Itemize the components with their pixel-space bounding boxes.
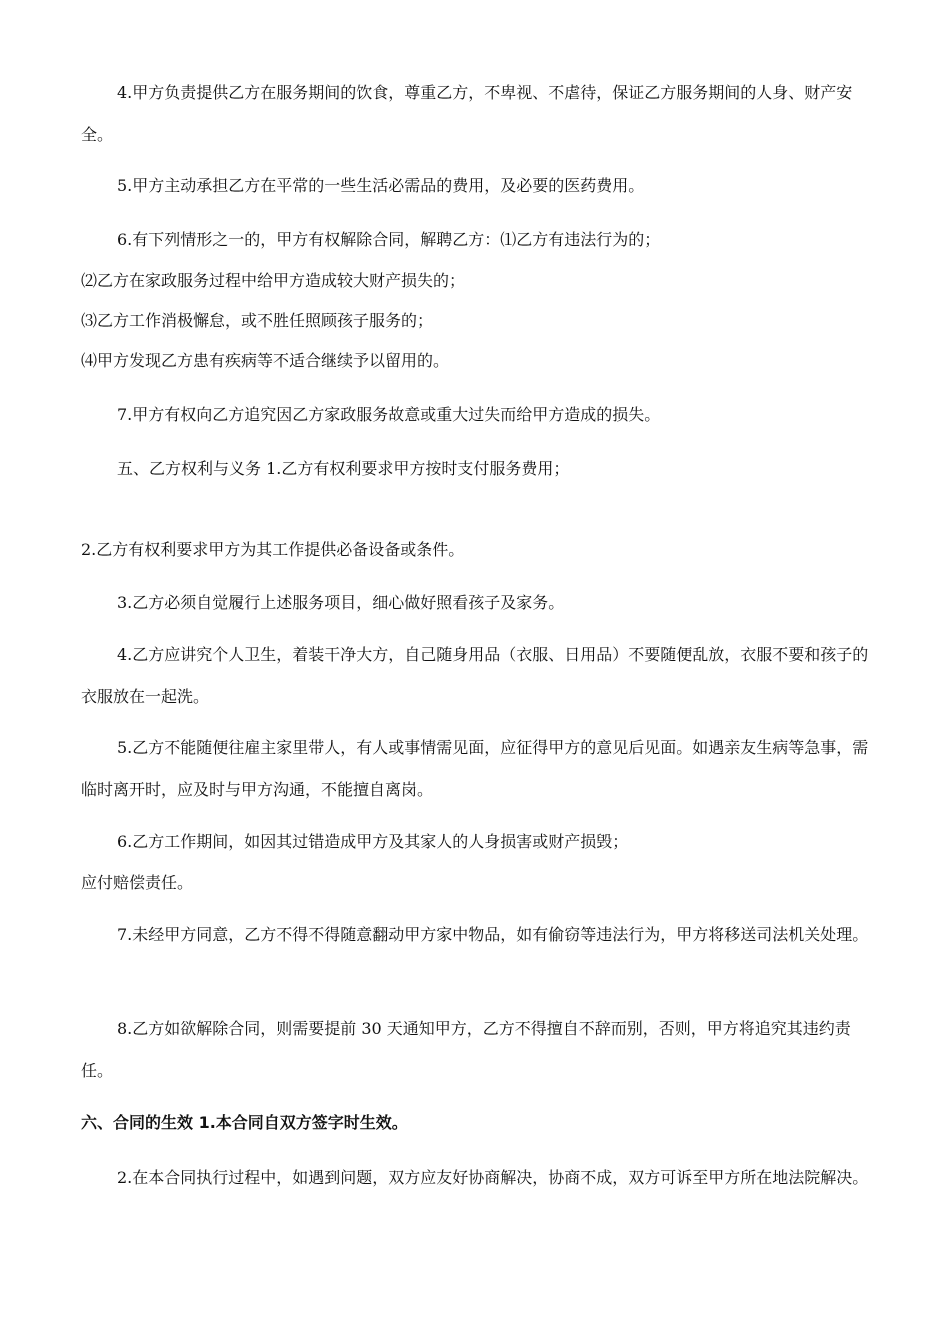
paragraph-a7: 7.甲方有权向乙方追究因乙方家政服务故意或重大过失而给甲方造成的损失。 — [117, 405, 661, 424]
paragraph-b3: 3.乙方必须自觉履行上述服务项目，细心做好照看孩子及家务。 — [117, 593, 565, 612]
paragraph-a4: 4.甲方负责提供乙方在服务期间的饮食，尊重乙方，不卑视、不虐待，保证乙方服务期间的人身、财产安全。 — [81, 83, 853, 144]
section-six-heading: 六、合同的生效 1.本合同自双方签字时生效。 — [81, 1113, 408, 1132]
list-item-a6-2: ⑵乙方在家政服务过程中给甲方造成较大财产损失的； — [81, 271, 466, 290]
paragraph-a6: 6.有下列情形之一的，甲方有权解除合同，解聘乙方：⑴乙方有违法行为的； — [117, 230, 661, 249]
paragraph-c2: 2.在本合同执行过程中，如遇到问题，双方应友好协商解决，协商不成，双方可诉至甲方所在地法院解决。 — [117, 1168, 869, 1187]
paragraph-b4: 4.乙方应讲究个人卫生，着装干净大方，自己随身用品（衣服、日用品）不要随便乱放，衣服不要和孩子的衣服放在一起洗。 — [81, 645, 869, 706]
list-item-a6-4: ⑷甲方发现乙方患有疾病等不适合继续予以留用的。 — [81, 351, 450, 370]
paragraph-b2: 2.乙方有权利要求甲方为其工作提供必备设备或条件。 — [81, 540, 465, 559]
paragraph-b7: 7.未经甲方同意，乙方不得不得随意翻动甲方家中物品，如有偷窃等违法行为，甲方将移送司法机关处理。 — [117, 925, 869, 944]
section-five-heading: 五、乙方权利与义务 1.乙方有权利要求甲方按时支付服务费用； — [117, 459, 570, 478]
paragraph-b5: 5.乙方不能随便往雇主家里带人，有人或事情需见面，应征得甲方的意见后见面。如遇亲友生病等急事，需临时离开时，应及时与甲方沟通，不能擅自离岗。 — [81, 738, 869, 799]
paragraph-a5: 5.甲方主动承担乙方在平常的一些生活必需品的费用，及必要的医药费用。 — [117, 176, 645, 195]
paragraph-b6-cont: 应付赔偿责任。 — [81, 873, 194, 892]
paragraph-b8: 8.乙方如欲解除合同，则需要提前 30 天通知甲方，乙方不得擅自不辞而别，否则，甲方将追究其违约责任。 — [81, 1019, 851, 1080]
paragraph-b6: 6.乙方工作期间，如因其过错造成甲方及其家人的人身损害或财产损毁； — [117, 832, 629, 851]
list-item-a6-3: ⑶乙方工作消极懈怠，或不胜任照顾孩子服务的； — [81, 311, 434, 330]
